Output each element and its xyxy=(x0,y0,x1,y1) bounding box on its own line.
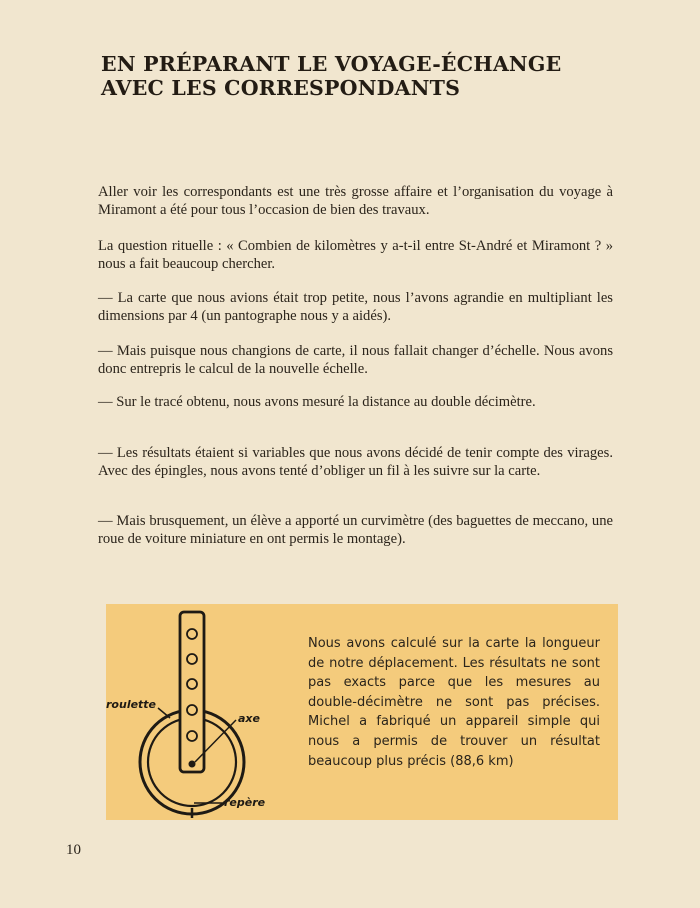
label-roulette: roulette xyxy=(106,698,157,711)
title-line-2: AVEC LES CORRESPONDANTS xyxy=(101,76,461,100)
illustration-panel xyxy=(106,604,618,820)
panel-caption: Nous avons calculé sur la carte la longueur de notre déplacement. Les résultats ne sont pas exacts parce que les mesures au double-décimètre ne sont pas précises. Michel a fabriqué un appareil simple qui nous a permis de trouver un résultat beaucoup plus précis (88,6 km) xyxy=(308,636,600,769)
paragraph-4: — Mais puisque nous changions de carte, il nous fallait changer d’échelle. Nous avons donc entrepris le calcul de la nouvelle échelle. xyxy=(98,343,613,377)
title-line-1: EN PRÉPARANT LE VOYAGE-ÉCHANGE xyxy=(101,52,562,76)
paragraph-3: — La carte que nous avions était trop petite, nous l’avons agrandie en multipliant les dimensions par 4 (un pantographe nous y a aidés). xyxy=(98,290,613,324)
label-axe: axe xyxy=(238,712,260,725)
paragraph-6: — Les résultats étaient si variables que nous avons décidé de tenir compte des virages. Avec des épingles, nous avons tenté d’obliger un fil à les suivre sur la carte. xyxy=(98,445,613,479)
paragraph-2: La question rituelle : « Combien de kilomètres y a-t-il entre St-André et Miramont ? » nous a fait beaucoup chercher. xyxy=(98,238,613,272)
axle-dot xyxy=(189,761,196,768)
page-title xyxy=(101,52,621,100)
paragraph-1: Aller voir les correspondants est une très grosse affaire et l’organisation du voyage à Miramont a été pour tous l’occasion de bien des travaux. xyxy=(98,184,613,218)
paragraph-7: — Mais brusquement, un élève a apporté un curvimètre (des baguettes de meccano, une roue de voiture miniature en ont permis le montage). xyxy=(98,513,613,547)
label-repere: repère xyxy=(224,796,266,809)
meccano-strip xyxy=(180,612,204,772)
paragraph-5: — Sur le tracé obtenu, nous avons mesuré la distance au double décimètre. xyxy=(98,394,536,410)
page-number: 10 xyxy=(66,842,81,858)
